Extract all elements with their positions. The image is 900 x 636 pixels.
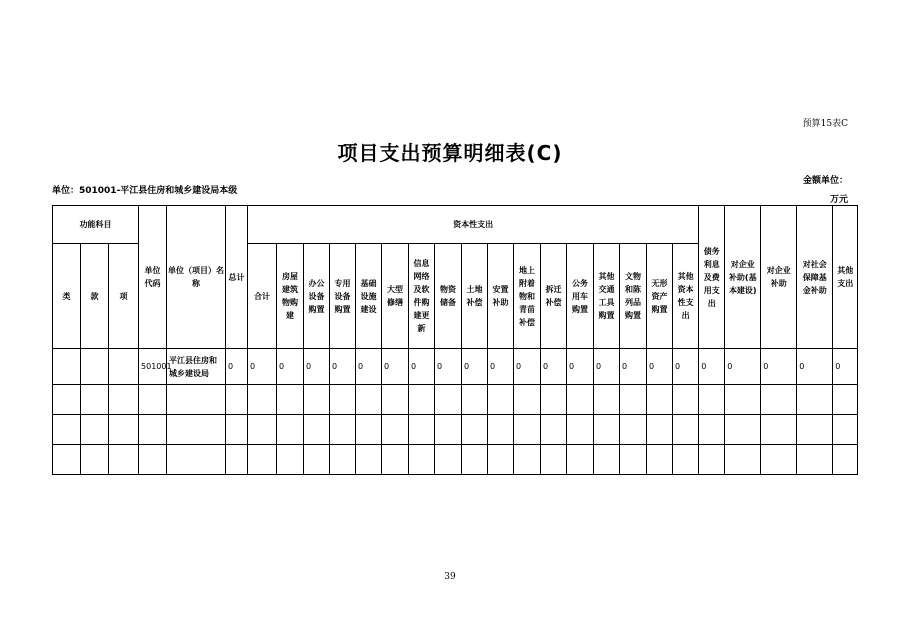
- unit-name-cell: 平江县住房和城乡建设局: [167, 349, 226, 385]
- xiang-header: 项: [109, 244, 139, 349]
- tail-header-other: 其他支出: [833, 206, 858, 349]
- budget-detail-table: [52, 205, 858, 475]
- cap-header: 公务用车购置: [567, 244, 594, 349]
- empty-row: [53, 385, 858, 415]
- tail-value-cell: 0: [797, 349, 833, 385]
- cap-value-cell: 0: [567, 349, 594, 385]
- cap-header: 信息网络及软件购建更新: [409, 244, 435, 349]
- lei-header: 类: [53, 244, 81, 349]
- cap-value-cell: 0: [435, 349, 462, 385]
- func-subject-header: 功能科目: [53, 206, 139, 244]
- unit-name-header: 单位（项目）名称: [167, 206, 226, 349]
- empty-row: [53, 415, 858, 445]
- cap-value-cell: 0: [304, 349, 330, 385]
- xiang-cell: [109, 349, 139, 385]
- tail-header-enterprise: 对企业补助: [761, 206, 797, 349]
- cap-header: 无形资产购置: [647, 244, 673, 349]
- tail-value-cell: 0: [761, 349, 797, 385]
- cap-header: 其他资本性支出: [673, 244, 699, 349]
- cap-value-cell: 0: [647, 349, 673, 385]
- unit-code-header: 单位代码: [139, 206, 167, 349]
- cap-header: 其他交通工具购置: [594, 244, 620, 349]
- page-number: 39: [444, 572, 456, 582]
- form-number: 预算15表C: [802, 119, 848, 129]
- cap-value-cell: 0: [330, 349, 356, 385]
- cap-value-cell: 0: [514, 349, 541, 385]
- amount-unit-value: 万元: [829, 195, 848, 205]
- cap-value-cell: 0: [382, 349, 409, 385]
- empty-row: [53, 445, 858, 475]
- cap-header: 安置补助: [488, 244, 514, 349]
- cap-value-cell: 0: [248, 349, 277, 385]
- kuan-cell: [81, 349, 109, 385]
- kuan-header: 款: [81, 244, 109, 349]
- cap-header: 土地补偿: [462, 244, 488, 349]
- cap-header: 文物和陈列品购置: [620, 244, 647, 349]
- header-row-1: [53, 206, 858, 244]
- lei-cell: [53, 349, 81, 385]
- cap-header: 办公设备购置: [304, 244, 330, 349]
- tail-value-cell: 0: [725, 349, 761, 385]
- cap-value-cell: 0: [620, 349, 647, 385]
- cap-header: 专用设备购置: [330, 244, 356, 349]
- cap-header: 地上附着物和青苗补偿: [514, 244, 541, 349]
- total-header: 总计: [226, 206, 248, 349]
- cap-header: 房屋建筑物购建: [277, 244, 304, 349]
- total-cell: 0: [226, 349, 248, 385]
- cap-value-cell: 0: [673, 349, 699, 385]
- cap-value-cell: 0: [409, 349, 435, 385]
- unit-label: 单位：501001-平江县住房和城乡建设局本级: [52, 186, 238, 196]
- cap-value-cell: 0: [277, 349, 304, 385]
- amount-unit-label: 金额单位：: [802, 176, 848, 186]
- cap-header: 合计: [248, 244, 277, 349]
- unit-code-cell: 501001: [139, 349, 167, 385]
- cap-header: 拆迁补偿: [541, 244, 567, 349]
- cap-value-cell: 0: [462, 349, 488, 385]
- page-title: 项目支出预算明细表(C): [337, 141, 563, 165]
- capital-expense-header: 资本性支出: [248, 206, 699, 244]
- cap-header: 基础设施建设: [356, 244, 382, 349]
- tail-header-debt: 债务利息及费用支出: [699, 206, 725, 349]
- tail-value-cell: 0: [699, 349, 725, 385]
- table-row: [53, 349, 858, 385]
- cap-value-cell: 0: [356, 349, 382, 385]
- cap-header: 大型修缮: [382, 244, 409, 349]
- cap-value-cell: 0: [488, 349, 514, 385]
- cap-value-cell: 0: [594, 349, 620, 385]
- tail-value-cell: 0: [833, 349, 858, 385]
- tail-header-social-security: 对社会保障基金补助: [797, 206, 833, 349]
- cap-value-cell: 0: [541, 349, 567, 385]
- cap-header: 物资储备: [435, 244, 462, 349]
- tail-header-enterprise-infra: 对企业补助(基本建设): [725, 206, 761, 349]
